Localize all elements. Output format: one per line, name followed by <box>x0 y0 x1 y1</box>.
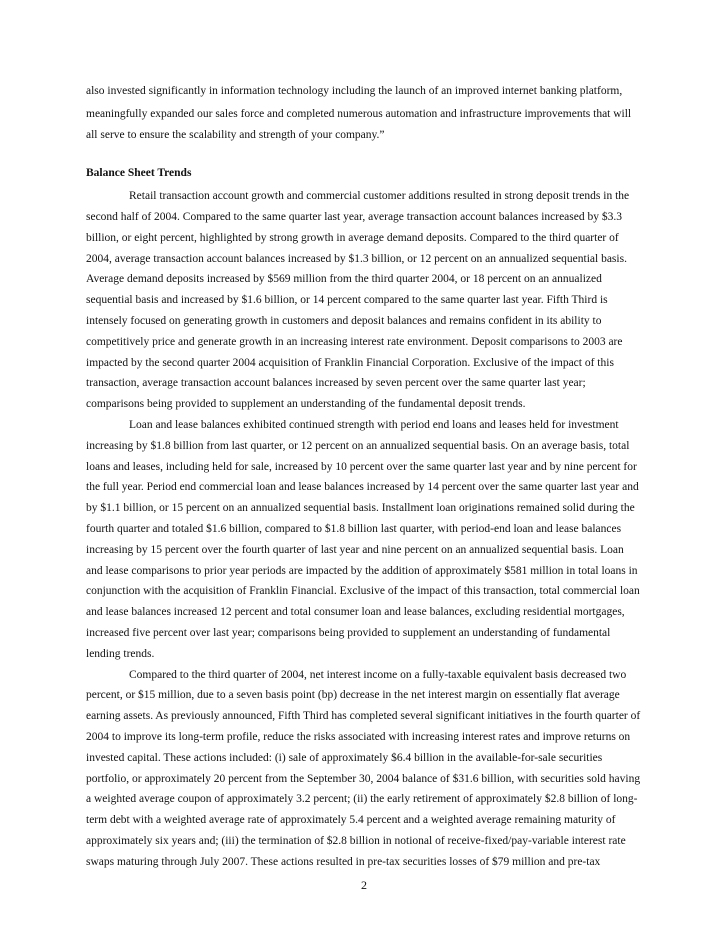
text-line: loans and leases, including held for sale, increased by 10 percent over the same quarter last year and by nine percent for <box>86 461 637 473</box>
text-line: Retail transaction account growth and commercial customer additions resulted in strong deposit trends in the <box>129 190 630 202</box>
text-line: intensely focused on generating growth in customers and deposit balances and remains confident in its ability to <box>86 315 602 327</box>
text-line: transaction, average transaction account balances increased by seven percent over the same quarter last year; <box>86 377 586 389</box>
text-line: comparisons being provided to supplement an understanding of the fundamental deposit trends. <box>86 398 526 410</box>
text-line: increased five percent over last year; comparisons being provided to supplement an understanding of fundamental <box>86 627 611 639</box>
text-line: by $1.1 billion, or 15 percent on an annualized sequential basis. Installment loan originations remained solid during the <box>86 502 635 514</box>
text-line: increasing by $1.8 billion from last quarter, or 12 percent on an annualized sequential basis. On an average basis, total <box>86 440 630 452</box>
text-line: all serve to ensure the scalability and strength of your company.” <box>86 129 385 141</box>
text-line: Compared to the third quarter of 2004, net interest income on a fully-taxable equivalent basis decreased two <box>129 669 627 681</box>
text-line: portfolio, or approximately 20 percent from the September 30, 2004 balance of $31.6 billion, with securities sold having <box>86 773 641 785</box>
text-line: also invested significantly in information technology including the launch of an improved internet banking platform, <box>86 85 623 97</box>
text-line: sequential basis and increased by $1.6 billion, or 14 percent compared to the same quarter last year. Fifth Third is <box>86 294 608 306</box>
text-line: Loan and lease balances exhibited continued strength with period end loans and leases held for investment <box>129 419 619 431</box>
page-number: 2 <box>361 878 367 892</box>
text-line: and lease comparisons to prior year periods are impacted by the addition of approximately $581 million in total loans in <box>86 565 638 577</box>
text-line: impacted by the second quarter 2004 acquisition of Franklin Financial Corporation. Exclusive of the impact of this <box>86 357 614 369</box>
text-line: the full year. Period end commercial loan and lease balances increased by 14 percent over the same quarter last year and <box>86 481 639 493</box>
text-line: billion, or eight percent, highlighted by strong growth in average demand deposits. Compared to the third quarter of <box>86 232 619 244</box>
text-line: increasing by 15 percent over the fourth quarter of last year and nine percent on an annualized sequential basis. Loan <box>86 544 624 556</box>
text-line: approximately six years and; (iii) the termination of $2.8 billion in notional of receive-fixed/pay-variable interest rate <box>86 835 626 847</box>
text-line: second half of 2004. Compared to the same quarter last year, average transaction account balances increased by $3.3 <box>86 211 622 223</box>
text-line: swaps maturing through July 2007. These actions resulted in pre-tax securities losses of $79 million and pre-tax <box>86 856 601 868</box>
text-line: invested capital. These actions included: (i) sale of approximately $6.4 billion in the available-for-sale securities <box>86 752 603 764</box>
text-line: earning assets. As previously announced, Fifth Third has completed several significant initiatives in the fourth quarter of <box>86 710 641 722</box>
text-line: conjunction with the acquisition of Franklin Financial. Exclusive of the impact of this transaction, total commercial loan <box>86 585 640 597</box>
text-line: and lease balances increased 12 percent and total consumer loan and lease balances, excluding residential mortgages, <box>86 606 625 618</box>
text-line: fourth quarter and totaled $1.6 billion, compared to $1.8 billion last quarter, with period-end loan and lease balances <box>86 523 622 535</box>
text-line: lending trends. <box>86 648 155 660</box>
section-heading: Balance Sheet Trends <box>86 167 192 179</box>
text-line: meaningfully expanded our sales force and completed numerous automation and infrastructure improvements that will <box>86 108 632 120</box>
text-line: term debt with a weighted average rate of approximately 5.4 percent and a weighted average remaining maturity of <box>86 814 616 826</box>
text-line: 2004, average transaction account balances increased by $1.3 billion, or 12 percent on an annualized sequential basis. <box>86 253 627 265</box>
text-line: competitively price and generate growth in an increasing interest rate environment. Deposit comparisons to 2003 are <box>86 336 623 348</box>
text-line: percent, or $15 million, due to a seven basis point (bp) decrease in the net interest margin on essentially flat average <box>86 689 620 701</box>
text-line: a weighted average coupon of approximately 3.2 percent; (ii) the early retirement of approximately $2.8 billion of long- <box>86 793 638 805</box>
text-line: Average demand deposits increased by $569 million from the third quarter 2004, or 18 percent on an annualized <box>86 273 602 285</box>
text-line: 2004 to improve its long-term profile, reduce the risks associated with increasing interest rates and improve returns on <box>86 731 631 743</box>
